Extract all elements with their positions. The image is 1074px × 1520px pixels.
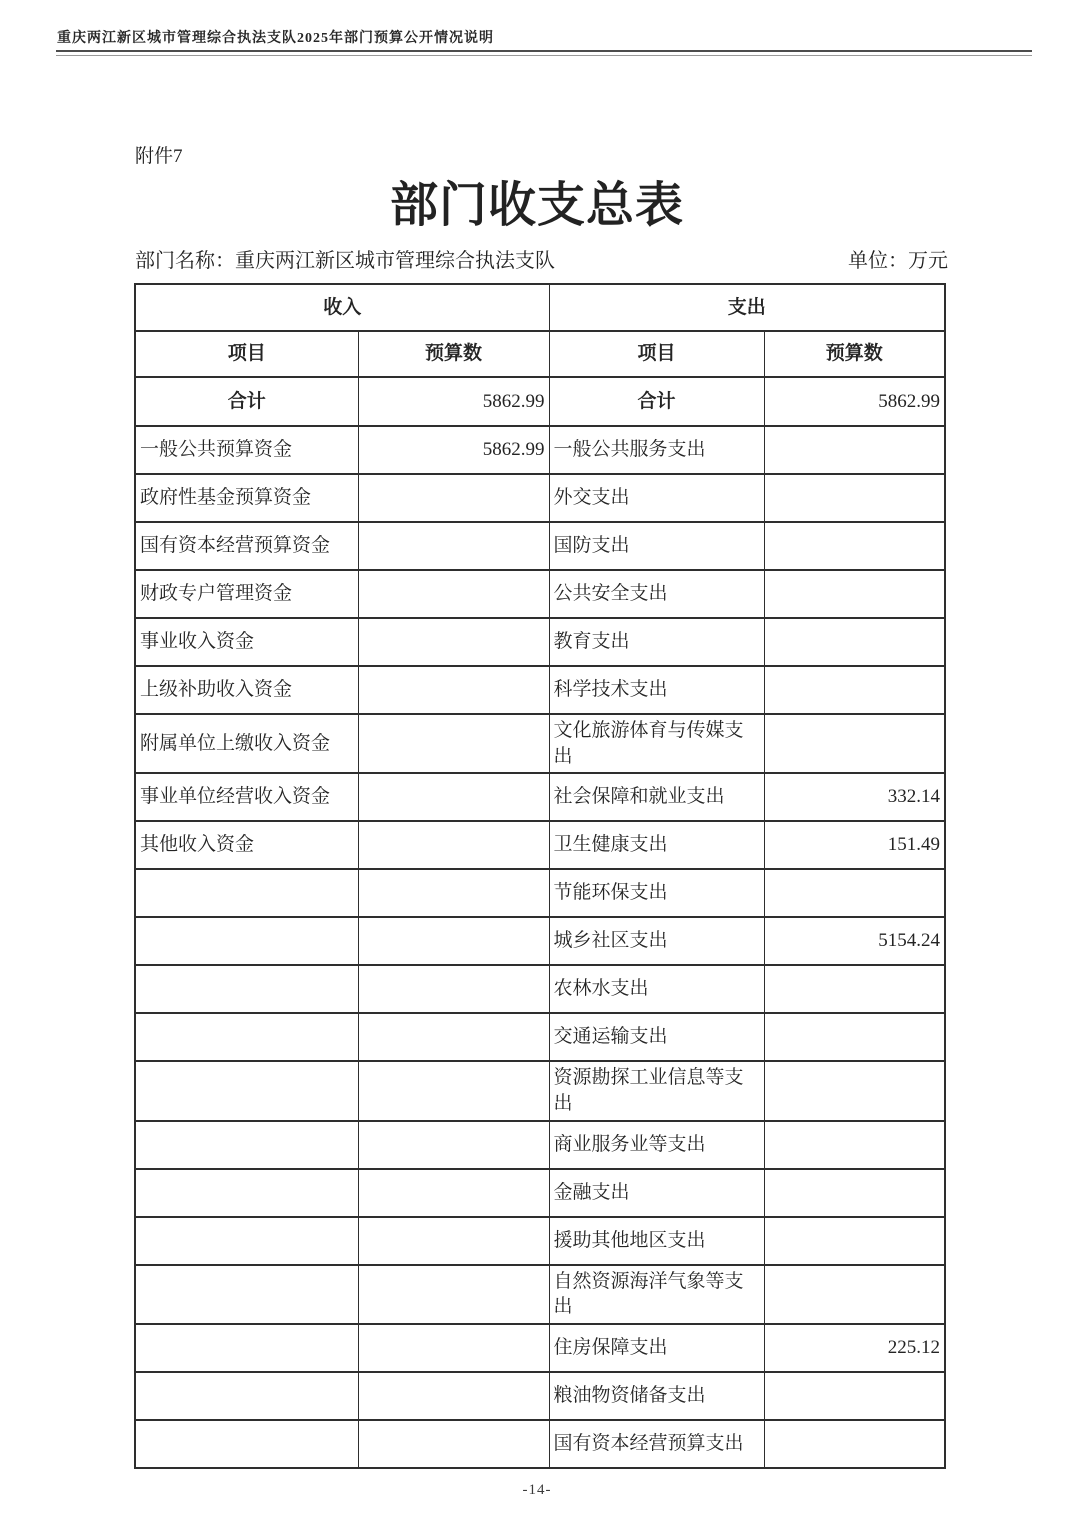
income-value-cell <box>358 1169 549 1217</box>
document-header-text: 重庆两江新区城市管理综合执法支队2025年部门预算公开情况说明 <box>57 31 494 46</box>
expense-value-cell <box>764 474 945 522</box>
income-value-cell <box>358 1061 549 1120</box>
income-item-cell: 一般公共预算资金 <box>135 426 358 474</box>
income-budget-column-header: 预算数 <box>358 331 549 377</box>
expense-value-cell <box>764 666 945 714</box>
income-item-cell: 国有资本经营预算资金 <box>135 522 358 570</box>
income-total-value: 5862.99 <box>358 377 549 426</box>
expense-item-cell: 国防支出 <box>549 522 764 570</box>
budget-summary-table <box>134 283 946 1469</box>
expense-item-cell: 自然资源海洋气象等支出 <box>549 1265 764 1324</box>
expense-item-cell: 一般公共服务支出 <box>549 426 764 474</box>
expense-item-cell: 公共安全支出 <box>549 570 764 618</box>
income-item-cell <box>135 1013 358 1061</box>
income-item-cell: 其他收入资金 <box>135 821 358 869</box>
table-row <box>135 1372 945 1420</box>
expense-item-cell: 卫生健康支出 <box>549 821 764 869</box>
expense-item-cell: 社会保障和就业支出 <box>549 773 764 821</box>
expense-value-cell <box>764 869 945 917</box>
unit-label: 单位：万元 <box>848 250 948 272</box>
table-row <box>135 1324 945 1372</box>
table-row <box>135 618 945 666</box>
expense-value-cell: 332.14 <box>764 773 945 821</box>
income-item-cell <box>135 1420 358 1468</box>
header-divider <box>56 50 1032 56</box>
expense-value-cell: 225.12 <box>764 1324 945 1372</box>
table-row <box>135 1013 945 1061</box>
income-value-cell <box>358 869 549 917</box>
income-item-cell <box>135 1169 358 1217</box>
income-value-cell <box>358 917 549 965</box>
expense-item-cell: 援助其他地区支出 <box>549 1217 764 1265</box>
table-row <box>135 821 945 869</box>
table-row <box>135 1217 945 1265</box>
table-head <box>135 284 945 377</box>
income-value-cell <box>358 1372 549 1420</box>
table-row <box>135 965 945 1013</box>
income-value-cell <box>358 714 549 773</box>
income-value-cell <box>358 965 549 1013</box>
table-row <box>135 426 945 474</box>
income-item-cell <box>135 869 358 917</box>
income-value-cell <box>358 821 549 869</box>
budget-table-body <box>135 377 945 1468</box>
expense-item-cell: 文化旅游体育与传媒支出 <box>549 714 764 773</box>
income-item-cell <box>135 1217 358 1265</box>
income-item-cell: 附属单位上缴收入资金 <box>135 714 358 773</box>
expense-item-cell: 节能环保支出 <box>549 869 764 917</box>
expense-value-cell <box>764 570 945 618</box>
income-value-cell <box>358 570 549 618</box>
table-row <box>135 1061 945 1120</box>
expense-item-cell: 教育支出 <box>549 618 764 666</box>
expense-value-cell: 5154.24 <box>764 917 945 965</box>
expense-value-cell <box>764 965 945 1013</box>
section-header-row <box>135 284 945 331</box>
income-item-column-header: 项目 <box>135 331 358 377</box>
table-row <box>135 570 945 618</box>
income-item-cell <box>135 965 358 1013</box>
expense-item-cell: 商业服务业等支出 <box>549 1121 764 1169</box>
expense-value-cell: 151.49 <box>764 821 945 869</box>
income-value-cell <box>358 522 549 570</box>
income-value-cell <box>358 773 549 821</box>
income-item-cell <box>135 1061 358 1120</box>
expense-value-cell <box>764 1121 945 1169</box>
expense-value-cell <box>764 426 945 474</box>
table-row <box>135 1169 945 1217</box>
expense-total-value: 5862.99 <box>764 377 945 426</box>
expense-item-cell: 外交支出 <box>549 474 764 522</box>
expense-item-column-header: 项目 <box>549 331 764 377</box>
table-row <box>135 522 945 570</box>
attachment-label: 附件7 <box>135 146 183 167</box>
income-value-cell <box>358 1217 549 1265</box>
expense-total-label: 合计 <box>549 377 764 426</box>
table-row <box>135 917 945 965</box>
table-row <box>135 869 945 917</box>
table-row <box>135 714 945 773</box>
income-item-cell: 财政专户管理资金 <box>135 570 358 618</box>
income-item-cell: 事业单位经营收入资金 <box>135 773 358 821</box>
table-row <box>135 773 945 821</box>
expense-value-cell <box>764 1169 945 1217</box>
expense-value-cell <box>764 1265 945 1324</box>
income-value-cell <box>358 1013 549 1061</box>
table-row <box>135 474 945 522</box>
income-item-cell: 上级补助收入资金 <box>135 666 358 714</box>
department-name-label: 部门名称：重庆两江新区城市管理综合执法支队 <box>135 250 555 272</box>
expense-item-cell: 国有资本经营预算支出 <box>549 1420 764 1468</box>
income-section-header: 收入 <box>135 284 549 331</box>
page-title: 部门收支总表 <box>389 179 684 232</box>
income-value-cell <box>358 666 549 714</box>
expense-item-cell: 金融支出 <box>549 1169 764 1217</box>
expense-value-cell <box>764 1420 945 1468</box>
table-meta-row <box>135 244 948 273</box>
column-header-row <box>135 331 945 377</box>
income-item-cell <box>135 917 358 965</box>
expense-item-cell: 粮油物资储备支出 <box>549 1372 764 1420</box>
income-value-cell <box>358 1324 549 1372</box>
table-row <box>135 1420 945 1468</box>
income-value-cell <box>358 618 549 666</box>
income-value-cell <box>358 1265 549 1324</box>
expense-value-cell <box>764 1061 945 1120</box>
expense-value-cell <box>764 618 945 666</box>
income-item-cell <box>135 1372 358 1420</box>
income-item-cell <box>135 1121 358 1169</box>
income-total-label: 合计 <box>135 377 358 426</box>
income-value-cell: 5862.99 <box>358 426 549 474</box>
expense-value-cell <box>764 714 945 773</box>
expense-item-cell: 城乡社区支出 <box>549 917 764 965</box>
income-item-cell: 政府性基金预算资金 <box>135 474 358 522</box>
income-item-cell <box>135 1265 358 1324</box>
expense-value-cell <box>764 1013 945 1061</box>
table-row <box>135 1265 945 1324</box>
expense-value-cell <box>764 1372 945 1420</box>
income-value-cell <box>358 1121 549 1169</box>
income-value-cell <box>358 474 549 522</box>
income-item-cell: 事业收入资金 <box>135 618 358 666</box>
expense-item-cell: 科学技术支出 <box>549 666 764 714</box>
expense-item-cell: 交通运输支出 <box>549 1013 764 1061</box>
table-row <box>135 666 945 714</box>
income-item-cell <box>135 1324 358 1372</box>
table-row <box>135 1121 945 1169</box>
expense-item-cell: 农林水支出 <box>549 965 764 1013</box>
expense-value-cell <box>764 1217 945 1265</box>
total-row <box>135 377 945 426</box>
expense-section-header: 支出 <box>549 284 945 331</box>
income-value-cell <box>358 1420 549 1468</box>
expense-item-cell: 住房保障支出 <box>549 1324 764 1372</box>
expense-budget-column-header: 预算数 <box>764 331 945 377</box>
expense-value-cell <box>764 522 945 570</box>
page-number: -14- <box>522 1482 552 1498</box>
expense-item-cell: 资源勘探工业信息等支出 <box>549 1061 764 1120</box>
